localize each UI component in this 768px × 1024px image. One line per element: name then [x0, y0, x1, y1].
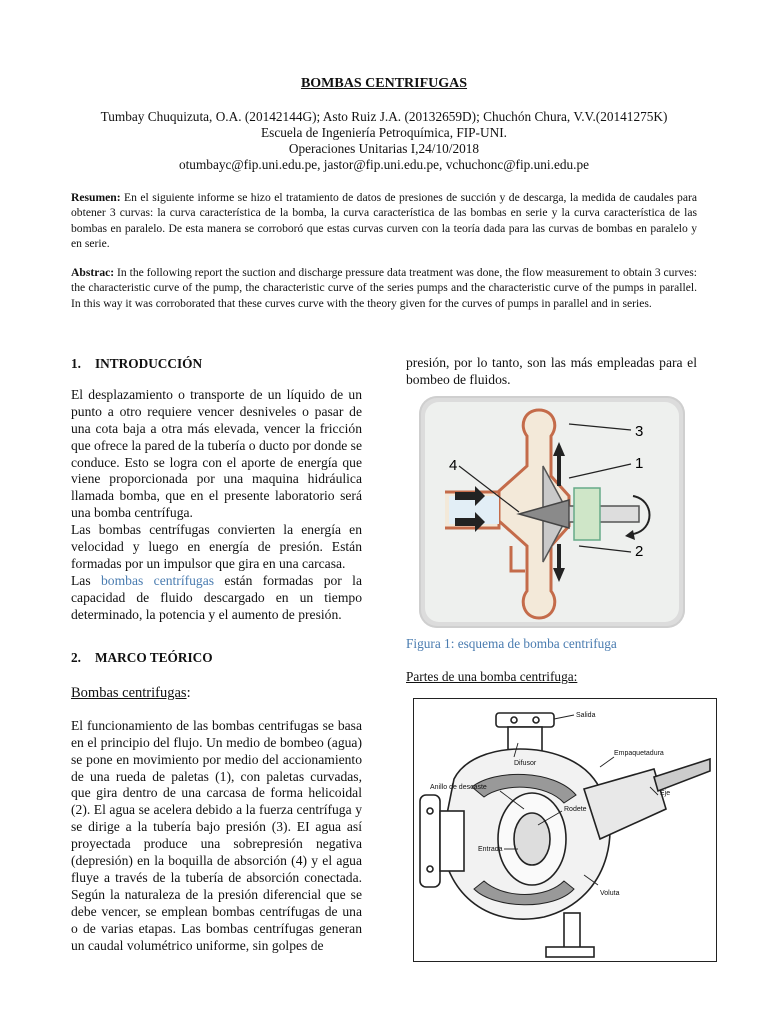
label-anillo-de-descaste: Anillo de descaste [430, 784, 487, 791]
continuation-paragraph: presión, por lo tanto, son las más empleadas para el bombeo de fluidos. [406, 355, 697, 387]
figure-1-pump-schematic [419, 396, 685, 628]
callout-label: 4 [449, 457, 458, 474]
pump-schematic-image [419, 396, 685, 628]
author-block [0, 109, 768, 173]
section-title: MARCO TEÓRICO [95, 650, 213, 665]
intro-paragraph-1: El desplazamiento o transporte de un líquido de un punto a otro requiere vencer desniveles o pasar de una cota baja a otra más elevada, vencer la fricción que ofrece la pared de la tubería o ducto por donde se conduce. Esto se logra con el aporte de energía que viene proporcionada por una maquina hidráulica llamada bomba, que en el presente laboratorio será una bomba centrífuga. [71, 386, 363, 521]
section-introduccion [71, 356, 362, 624]
label-empaquetadura: Empaquetadura [614, 750, 664, 757]
section-number: 2. [71, 650, 81, 665]
section-heading [71, 356, 362, 373]
label-eje: Eje [660, 790, 671, 797]
section-marco-teorico [71, 650, 362, 955]
section-title: INTRODUCCIÓN [95, 356, 203, 371]
callout-label: 2 [635, 543, 644, 560]
pump-parts-drawing [414, 699, 716, 961]
abstract-label: Abstrac: [71, 266, 115, 279]
affiliation: Escuela de Ingeniería Petroquímica, FIP-UNI. [261, 125, 507, 140]
label-rodete: Rodete [564, 806, 587, 813]
label-difusor: Difusor [514, 760, 537, 767]
resumen-text: En el siguiente informe se hizo el tratamiento de datos de presiones de succión y de descarga, la medida de caudales para obtener 3 curvas: la curva característica de la bomba, la curva característica de las bombas en serie y la curva característica de las bombas en paralelo. De esta manera se corroboró que estas curvas curven con la teoría dada para las curvas de bombas en paralelo y en serie. [71, 191, 697, 251]
figure-1-caption: Figura 1: esquema de bomba centrifuga [406, 636, 617, 651]
intro-paragraph-2: Las bombas centrífugas convierten la energía en velocidad y luego en energía de presión. Están formadas por un impulsor que gira en una carcasa. [71, 522, 362, 571]
author-emails: otumbayc@fip.uni.edu.pe, jastor@fip.uni.edu.pe, vchuchonc@fip.uni.edu.pe [178, 157, 590, 172]
paper-title: BOMBAS CENTRIFUGAS [300, 76, 468, 91]
figure-2-pump-parts [413, 698, 717, 962]
resumen-paragraph [71, 190, 697, 252]
resumen-label: Resumen: [71, 191, 121, 204]
label-entrada: Entrada [478, 846, 503, 853]
label-voluta: Voluta [600, 890, 620, 897]
marco-paragraph-1: El funcionamiento de las bombas centrifugas se basa en el principio del flujo. Un medio de bombeo (agua) se pone en movimiento por medio del accionamiento de una rueda de paletas (1), con paletas curvadas, que gira dentro de una carcasa de forma helicoidal (2). El agua se acelera debido a la fuerza centrífuga y se dirige a la tubería bajo presión (3). EI agua así proyectada produce una sobrepresión negativa (depresión) en la boquilla de absorción (4) y el agua fluye a través de la tubería de absorción conectada. Según la naturaleza de la presión diferencial que se debe vencer, se emplean bombas centrífugas de una o de varias etapas. Las bombas centrífugas generan un caudal volumétrico uniforme, sin golpes de [71, 717, 362, 953]
section-number: 1. [71, 356, 81, 371]
callout-label: 3 [635, 423, 644, 440]
abstract-paragraph [71, 265, 697, 311]
abstract-text: In the following report the suction and discharge pressure data treatment was done, the flow measurement to obtain 3 curves: the characteristic curve of the pump, the characteristic curve of the series pumps and the characteristic curve of the pumps in parallel. In this way it was corroborated that these curves curve with the theory given for the curves of pumps in parallel and in series. [71, 266, 697, 310]
bombas-centrifugas-link[interactable]: bombas centrífugas [101, 572, 215, 588]
section-heading [71, 650, 362, 667]
subsection-heading: Bombas centrifugas: [71, 684, 191, 701]
author-names: Tumbay Chuquizuta, O.A. (20142144G); Asto Ruiz J.A. (20132659D); Chuchón Chura, V.V.(20141275K) [100, 109, 668, 124]
course-date: Operaciones Unitarias I,24/10/2018 [288, 141, 480, 156]
label-salida: Salida [576, 712, 596, 719]
intro-paragraph-3: Las bombas centrífugas están formadas por la capacidad de fluido descargado en un tiempo determinado, la potencia y el aumento de presión. [71, 572, 362, 622]
partes-heading: Partes de una bomba centrifuga: [406, 669, 578, 684]
callout-label: 1 [635, 455, 644, 472]
